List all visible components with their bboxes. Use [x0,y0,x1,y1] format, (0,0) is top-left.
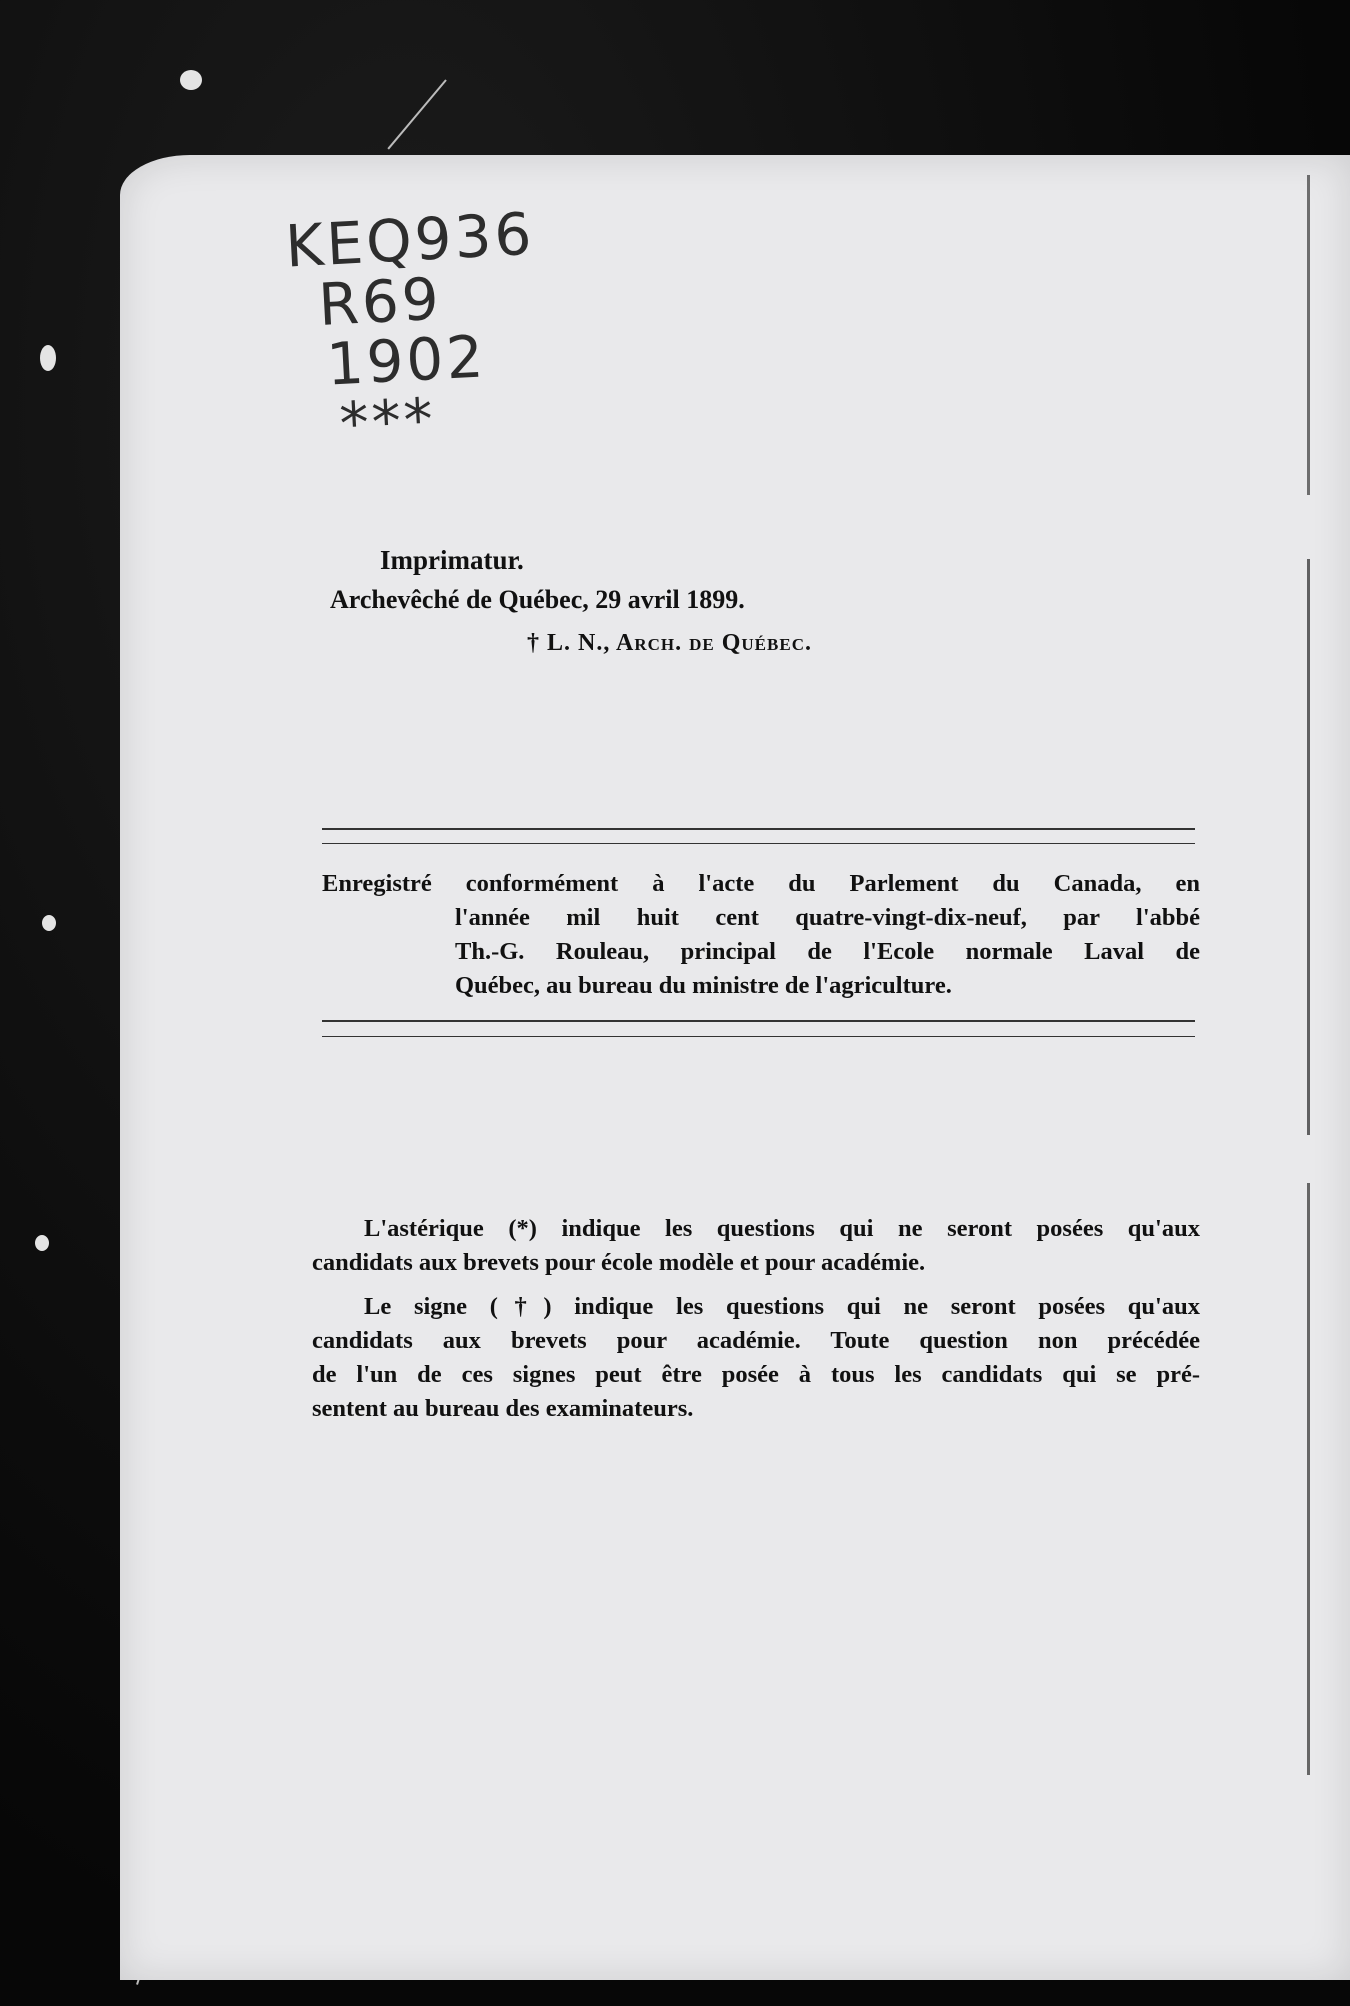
imprimatur-title: Imprimatur. [380,545,524,575]
film-speck [42,915,56,931]
dagger-note [312,1290,1200,1426]
film-speck [35,1235,49,1251]
film-speck [40,345,56,371]
call-number-line: R69 [316,264,444,339]
dagger-note-line: candidats aux brevets pour académie. Toute question non précédée [312,1327,1200,1354]
handwritten-call-number [283,199,545,458]
top-rule [322,843,1195,844]
bottom-rule [322,1020,1195,1022]
imprimatur-place-date: Archevêché de Québec, 29 avril 1899. [330,585,745,614]
dagger-note-line: de l'un de ces signes peut être posée à tous les candidats qui se pré- [312,1361,1200,1388]
bottom-rule [322,1036,1195,1037]
imprimatur-signature: † L. N., Arch. de Québec. [527,630,812,656]
registration-lead: Enregistré conformément à l'acte du Parlement du Canada, en [322,870,1200,897]
asterisk-note-rest: candidats aux brevets pour école modèle et pour académie. [312,1249,926,1276]
registration-line: Th.-G. Rouleau, principal de l'Ecole normale Laval de [455,938,1200,965]
asterisk-note-first: L'astérique (*) indique les questions qui ne seront posées qu'aux [364,1215,1200,1242]
asterisk-note [312,1212,1200,1280]
registration-line: l'année mil huit cent quatre-vingt-dix-neuf, par l'abbé [455,904,1200,931]
dagger-note-last: sentent au bureau des examinateurs. [312,1395,694,1422]
top-rule [322,828,1195,830]
registration-notice [322,867,1200,1003]
film-speck [180,70,202,90]
call-number-line: *** [338,385,438,458]
call-number-line: KEQ936 [283,199,536,281]
page-gutter [1307,175,1310,1775]
dagger-note-first: Le signe (†) indique les questions qui ne seront posées qu'aux [364,1293,1200,1320]
call-number-line: 1902 [324,322,488,399]
registration-line: Québec, au bureau du ministre de l'agriculture. [455,972,952,999]
